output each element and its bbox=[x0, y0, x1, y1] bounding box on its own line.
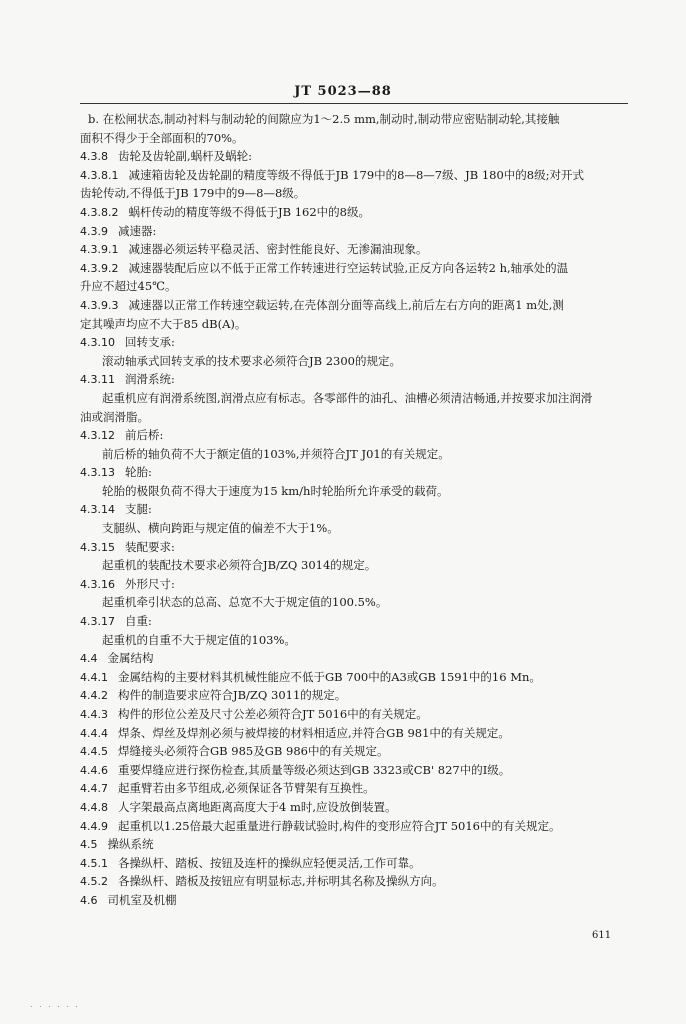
clause-text: 前后桥的轴负荷不大于额定值的103%,并须符合JT J01的有关规定。 bbox=[102, 446, 450, 461]
clause-number: 4.3.9.2 bbox=[80, 261, 119, 275]
clause-text: 轮胎的极限负荷不得大于速度为15 km/h时轮胎所允许承受的载荷。 bbox=[102, 483, 449, 498]
clause-text: 轮胎: bbox=[125, 465, 152, 480]
text-line bbox=[80, 166, 632, 185]
page-number: 611 bbox=[592, 930, 612, 941]
clause-number: 4.4.5 bbox=[80, 745, 108, 759]
text-line bbox=[80, 315, 632, 334]
text-line bbox=[80, 426, 632, 445]
clause-text: 起重机牵引状态的总高、总宽不大于规定值的100.5%。 bbox=[102, 595, 388, 610]
header-rule bbox=[80, 103, 628, 104]
text-line bbox=[80, 110, 632, 129]
text-line bbox=[80, 445, 632, 464]
clause-number: 4.3.8 bbox=[80, 150, 108, 164]
document-header: JT 5023—88 bbox=[294, 84, 392, 99]
text-line bbox=[80, 463, 632, 482]
clause-text: 油或润滑脂。 bbox=[80, 409, 149, 424]
clause-text: 金属结构的主要材料其机械性能应不低于GB 700中的A3或GB 1591中的16 Mn。 bbox=[118, 669, 541, 684]
clause-text: 减速器: bbox=[118, 223, 157, 238]
text-line bbox=[80, 854, 632, 873]
text-line bbox=[80, 761, 632, 780]
clause-number: 4.3.8.2 bbox=[80, 205, 119, 219]
clause-number: 4.5 bbox=[80, 838, 98, 852]
clause-number: 4.3.15 bbox=[80, 540, 115, 554]
clause-text: 齿轮及齿轮副,蜗杆及蜗轮: bbox=[118, 149, 253, 164]
text-line bbox=[80, 129, 632, 148]
text-line bbox=[80, 538, 632, 557]
text-line bbox=[80, 668, 632, 687]
text-line bbox=[80, 482, 632, 501]
clause-text: 前后桥: bbox=[125, 428, 164, 443]
clause-number: 4.3.13 bbox=[80, 466, 115, 480]
clause-text: 金属结构 bbox=[107, 651, 154, 666]
clause-text: 滚动轴承式回转支承的技术要求必须符合JB 2300的规定。 bbox=[102, 353, 401, 368]
text-line bbox=[80, 408, 632, 427]
text-line bbox=[80, 184, 632, 203]
clause-number: 4.3.17 bbox=[80, 615, 115, 629]
text-line bbox=[80, 891, 632, 910]
clause-text: 支腿纵、横向跨距与规定值的偏差不大于1%。 bbox=[102, 521, 339, 536]
clause-text: 构件的制造要求应符合JB/ZQ 3011的规定。 bbox=[118, 688, 347, 703]
text-line bbox=[80, 352, 632, 371]
text-line bbox=[80, 519, 632, 538]
clause-number: 4.4.9 bbox=[80, 819, 108, 833]
text-line bbox=[80, 649, 632, 668]
clause-text: 焊条、焊丝及焊剂必须与被焊接的材料相适应,并符合GB 981中的有关规定。 bbox=[118, 725, 510, 740]
clause-number: 4.6 bbox=[80, 893, 98, 907]
text-line bbox=[80, 575, 632, 594]
text-line bbox=[80, 612, 632, 631]
clause-text: 面积不得少于全部面积的70%。 bbox=[80, 130, 244, 145]
clause-text: 减速器装配后应以不低于正常工作转速进行空运转试验,正反方向各运转2 h,轴承处的温 bbox=[128, 260, 569, 275]
text-line bbox=[80, 631, 632, 650]
clause-text: 回转支承: bbox=[125, 335, 175, 350]
clause-number: 4.3.11 bbox=[80, 373, 115, 387]
text-line bbox=[80, 222, 632, 241]
clause-text: 减速箱齿轮及齿轮副的精度等级不得低于JB 179中的8—8—7级、JB 180中的8级;对开式 bbox=[128, 167, 584, 182]
clause-text: 起重机应有润滑系统图,润滑点应有标志。各零部件的油孔、油槽必须清洁畅通,并按要求加注润滑 bbox=[102, 390, 593, 405]
text-line bbox=[80, 259, 632, 278]
clause-number: 4.4.7 bbox=[80, 782, 108, 796]
clause-text: 升应不超过45℃。 bbox=[80, 279, 177, 294]
clause-number: 4.3.14 bbox=[80, 503, 115, 517]
clause-text: 自重: bbox=[125, 614, 152, 629]
clause-text: 外形尺寸: bbox=[125, 576, 175, 591]
clause-number: 4.3.16 bbox=[80, 577, 115, 591]
text-line bbox=[80, 817, 632, 836]
text-line bbox=[80, 240, 632, 259]
clause-number: 4.3.9.3 bbox=[80, 298, 119, 312]
text-line bbox=[80, 370, 632, 389]
clause-number: 4.5.1 bbox=[80, 856, 108, 870]
clause-text: 减速器必须运转平稳灵活、密封性能良好、无渗漏油现象。 bbox=[128, 242, 428, 257]
clause-text: 操纵系统 bbox=[107, 837, 154, 852]
clause-text: 定其噪声均应不大于85 dB(A)。 bbox=[80, 316, 247, 331]
text-line bbox=[80, 389, 632, 408]
text-line bbox=[80, 686, 632, 705]
text-line bbox=[80, 742, 632, 761]
text-line bbox=[80, 835, 632, 854]
text-line bbox=[80, 333, 632, 352]
document-body bbox=[80, 110, 632, 910]
clause-number: 4.4 bbox=[80, 652, 98, 666]
clause-number: 4.3.9 bbox=[80, 224, 108, 238]
clause-text: 人字架最高点离地距离高度大于4 m时,应设放倒装置。 bbox=[118, 799, 397, 814]
scan-specks: . . . . . . bbox=[30, 1000, 80, 1009]
text-line bbox=[80, 556, 632, 575]
text-line bbox=[80, 872, 632, 891]
clause-number: 4.4.4 bbox=[80, 726, 108, 740]
clause-text: 支腿: bbox=[125, 502, 152, 517]
clause-text: 各操纵杆、踏板、按钮及连杆的操纵应轻便灵活,工作可靠。 bbox=[118, 855, 421, 870]
clause-text: 蜗杆传动的精度等级不得低于JB 162中的8级。 bbox=[128, 204, 370, 219]
clause-text: 起重臂若由多节组成,必须保证各节臂架有互换性。 bbox=[118, 781, 375, 796]
clause-number: 4.4.8 bbox=[80, 800, 108, 814]
clause-text: 重要焊缝应进行探伤检查,其质量等级必须达到GB 3323或CB' 827中的Ⅰ级。 bbox=[118, 762, 511, 777]
text-line bbox=[80, 593, 632, 612]
text-line bbox=[80, 296, 632, 315]
text-line bbox=[80, 147, 632, 166]
clause-text: 焊缝接头必须符合GB 985及GB 986中的有关规定。 bbox=[118, 744, 389, 759]
clause-number: 4.5.2 bbox=[80, 875, 108, 889]
text-line bbox=[80, 500, 632, 519]
clause-number: 4.3.10 bbox=[80, 336, 115, 350]
clause-number: 4.3.8.1 bbox=[80, 168, 119, 182]
clause-number: 4.3.9.1 bbox=[80, 243, 119, 257]
clause-text: 起重机以1.25倍最大起重量进行静载试验时,构件的变形应符合JT 5016中的有关规定。 bbox=[118, 818, 561, 833]
clause-text: 装配要求: bbox=[125, 539, 175, 554]
text-line bbox=[80, 798, 632, 817]
clause-text: 构件的形位公差及尺寸公差必须符合JT 5016中的有关规定。 bbox=[118, 707, 428, 721]
clause-text: 减速器以正常工作转速空载运转,在壳体剖分面等高线上,前后左右方向的距离1 m处,测 bbox=[128, 297, 564, 312]
clause-text: 司机室及机棚 bbox=[107, 892, 177, 907]
text-line bbox=[80, 724, 632, 743]
clause-number: 4.4.3 bbox=[80, 708, 108, 721]
text-line bbox=[80, 277, 632, 296]
clause-text: 齿轮传动,不得低于JB 179中的9—8—8级。 bbox=[80, 186, 306, 201]
clause-text: b. 在松闸状态,制动衬料与制动轮的间隙应为1～2.5 mm,制动时,制动带应密贴制动轮,其接触 bbox=[88, 112, 560, 126]
text-line bbox=[80, 705, 632, 724]
clause-number: 4.3.12 bbox=[80, 429, 115, 443]
clause-number: 4.4.2 bbox=[80, 689, 108, 703]
clause-number: 4.4.1 bbox=[80, 670, 108, 684]
clause-text: 起重机的装配技术要求必须符合JB/ZQ 3014的规定。 bbox=[102, 558, 377, 573]
clause-text: 各操纵杆、踏板及按钮应有明显标志,并标明其名称及操纵方向。 bbox=[118, 874, 444, 889]
text-line bbox=[80, 779, 632, 798]
clause-text: 起重机的自重不大于规定值的103%。 bbox=[102, 632, 296, 647]
clause-number: 4.4.6 bbox=[80, 763, 108, 777]
text-line bbox=[80, 203, 632, 222]
clause-text: 润滑系统: bbox=[125, 372, 175, 387]
